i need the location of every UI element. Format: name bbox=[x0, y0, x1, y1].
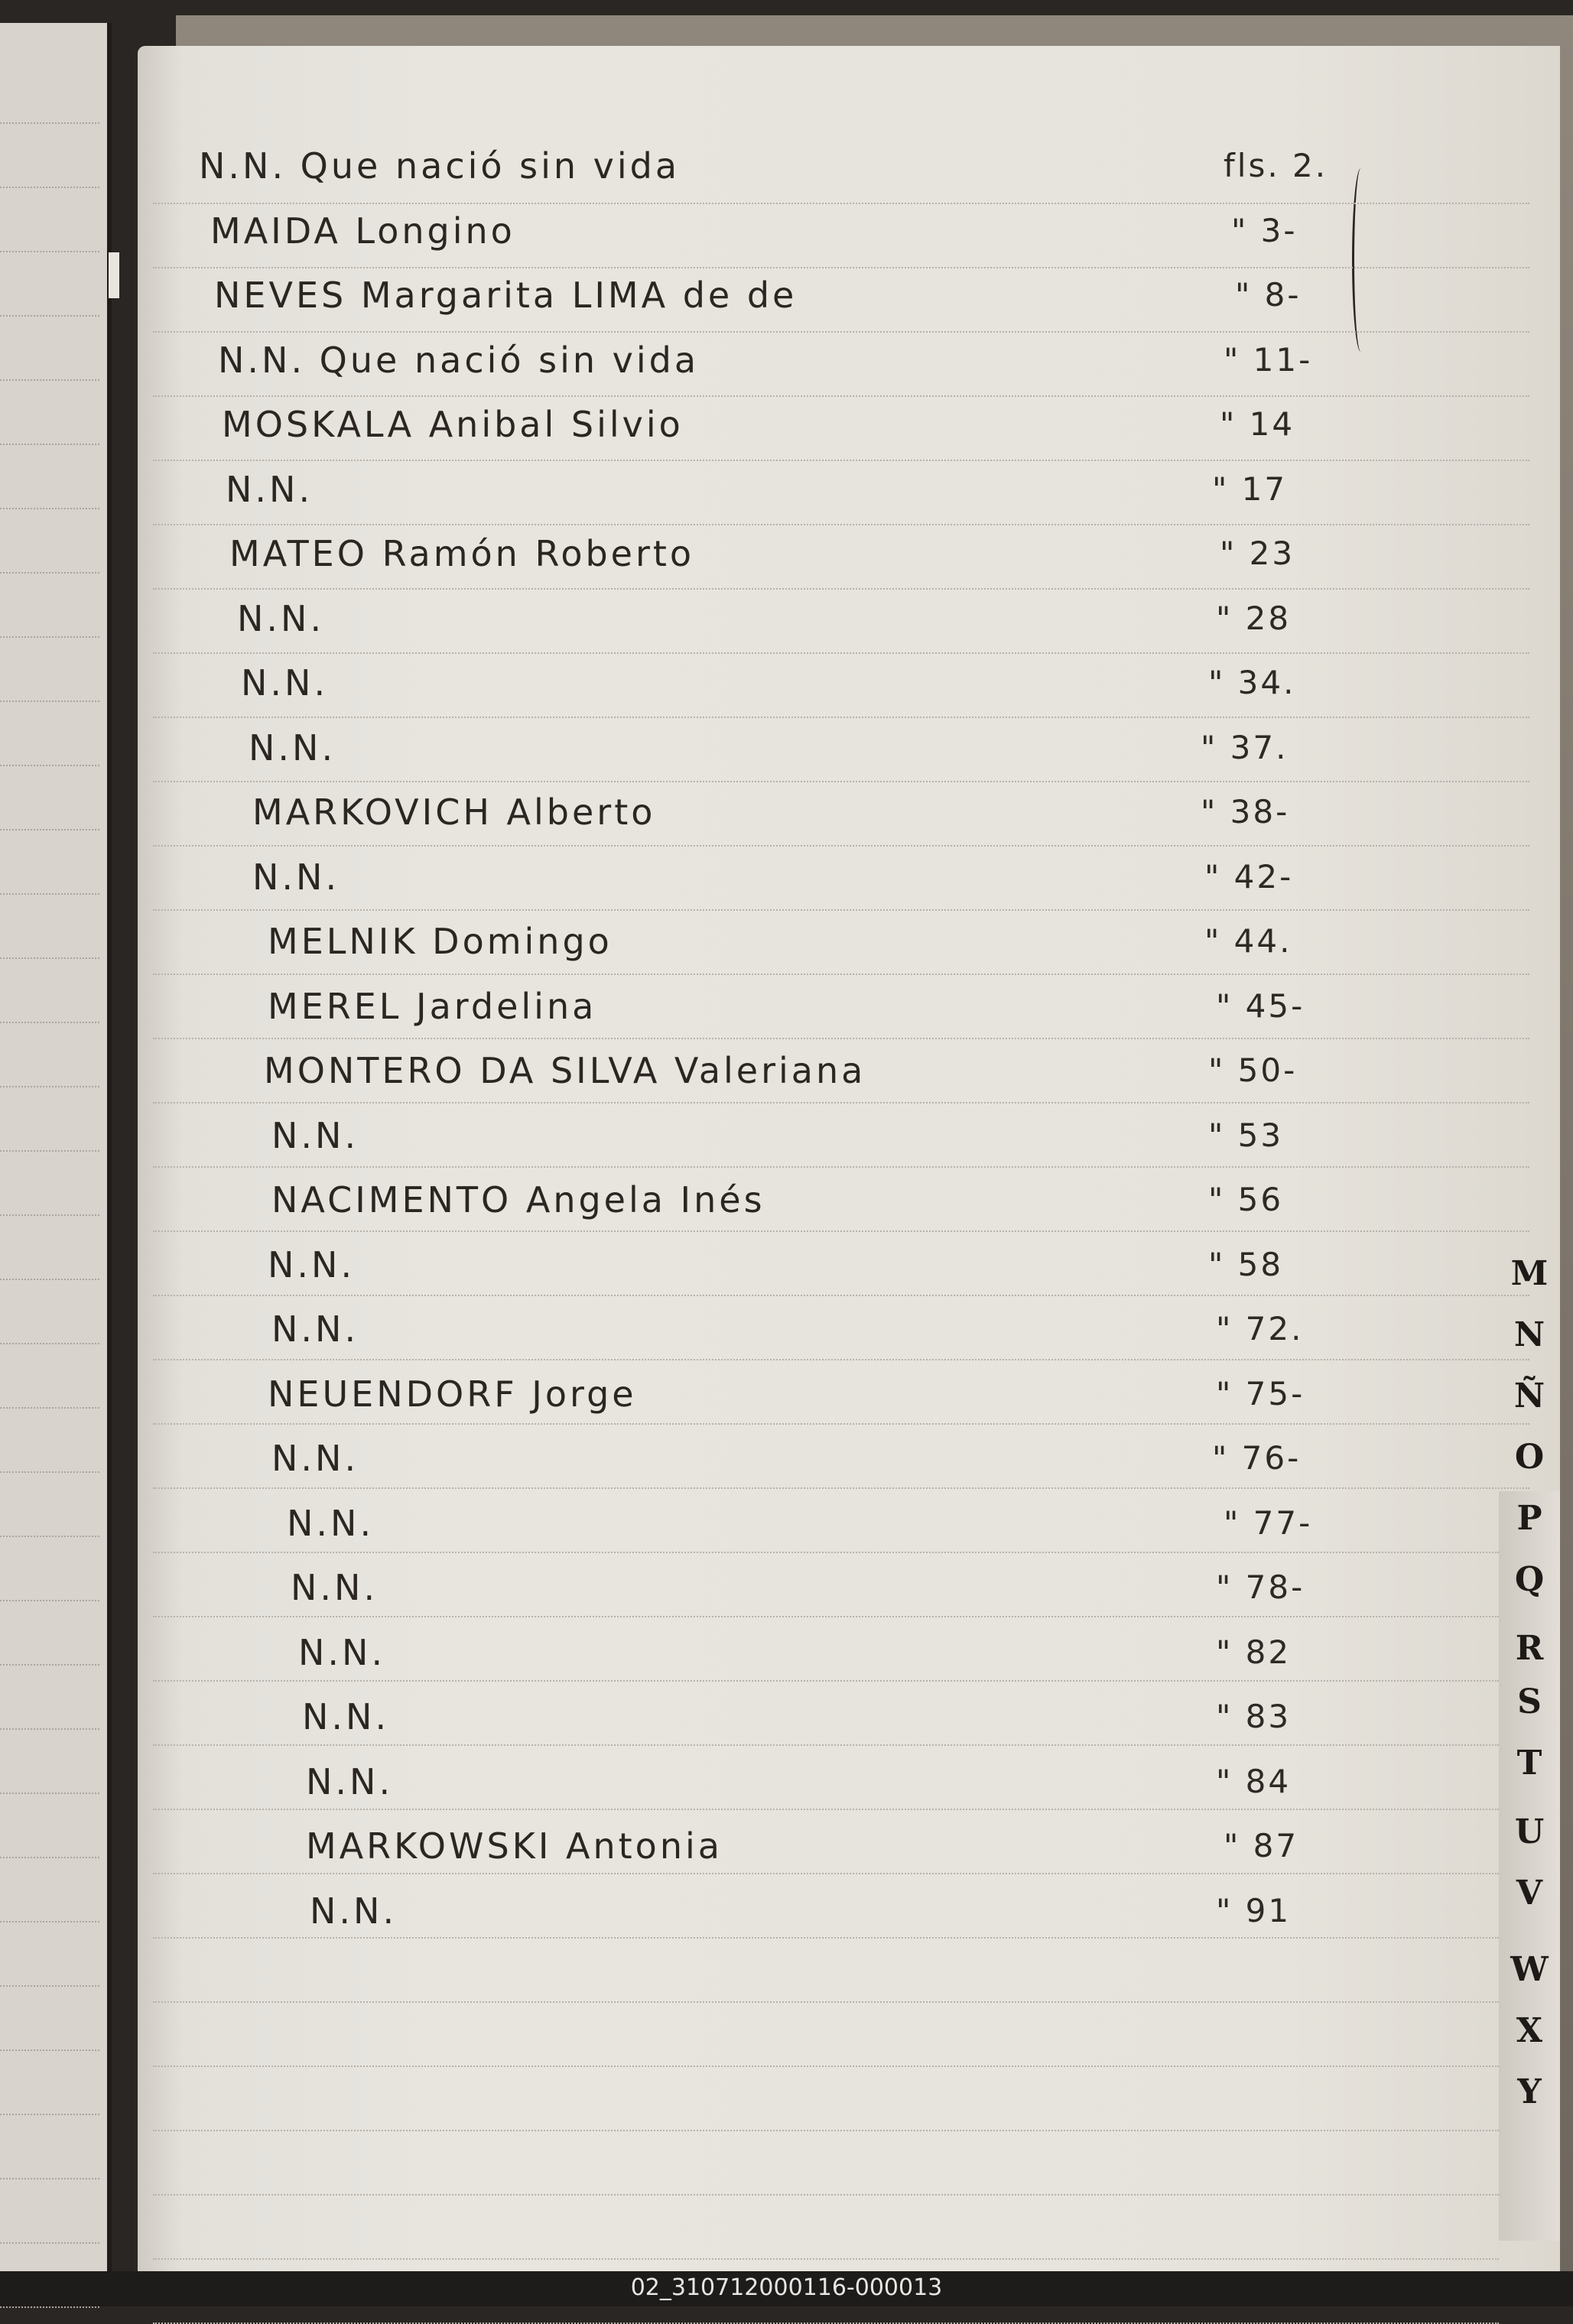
ruled-line bbox=[0, 636, 99, 638]
ruled-line bbox=[153, 2194, 1499, 2196]
entry-name: N.N. bbox=[249, 726, 336, 769]
entry-folio: " 77- bbox=[1224, 1503, 1313, 1542]
ruled-line bbox=[0, 508, 99, 509]
ruled-line bbox=[153, 1616, 1499, 1617]
entry-name: N.N. bbox=[287, 1502, 375, 1544]
ruled-line bbox=[0, 2306, 99, 2308]
ruled-line bbox=[0, 1793, 99, 1794]
ruled-line bbox=[153, 2066, 1499, 2067]
entry-folio: " 83 bbox=[1216, 1698, 1292, 1735]
ruled-line bbox=[0, 1086, 99, 1087]
ruled-line bbox=[0, 1471, 99, 1473]
ruled-line bbox=[0, 893, 99, 895]
ruled-line bbox=[153, 1166, 1529, 1168]
entry-folio: " 23 bbox=[1220, 535, 1295, 572]
ruled-line bbox=[0, 444, 99, 445]
ruled-line bbox=[153, 717, 1529, 718]
entry-name: N.N. bbox=[271, 1308, 359, 1350]
ruled-line bbox=[153, 1230, 1529, 1232]
ruled-line bbox=[153, 331, 1529, 333]
index-tab-letter: M bbox=[1510, 1254, 1549, 1293]
ruled-line bbox=[153, 1038, 1529, 1039]
ruled-line bbox=[153, 781, 1529, 782]
ruled-line bbox=[153, 2130, 1499, 2131]
ruled-line bbox=[0, 1343, 99, 1344]
ruled-line bbox=[153, 2258, 1499, 2260]
ruled-line bbox=[0, 122, 99, 124]
entry-name: MOSKALA Anibal Silvio bbox=[222, 404, 684, 445]
entry-name: MARKOVICH Alberto bbox=[252, 791, 656, 833]
ruled-line bbox=[153, 1359, 1529, 1360]
index-tab-letter: R bbox=[1515, 1629, 1544, 1668]
ruled-line bbox=[153, 267, 1529, 268]
entry-name: N.N. bbox=[302, 1696, 390, 1737]
entry-name: MAIDA Longino bbox=[210, 210, 515, 252]
entry-folio: " 11- bbox=[1224, 340, 1313, 379]
ruled-line bbox=[0, 1214, 99, 1216]
index-tab-letter: S bbox=[1517, 1682, 1542, 1721]
entry-name: N.N. bbox=[252, 856, 340, 898]
ruled-line bbox=[0, 572, 99, 574]
ruled-line bbox=[0, 1022, 99, 1023]
index-tab-letter: T bbox=[1516, 1744, 1542, 1783]
entry-folio: " 14 bbox=[1220, 405, 1295, 443]
entry-name: N.N. bbox=[241, 662, 329, 704]
entry-name: N.N. bbox=[298, 1631, 386, 1673]
ruled-line bbox=[153, 1809, 1499, 1810]
ruled-line bbox=[153, 1102, 1529, 1103]
entry-folio: " 82 bbox=[1216, 1633, 1292, 1671]
index-tab-letter: V bbox=[1516, 1874, 1543, 1913]
entry-folio: " 17 bbox=[1212, 470, 1288, 508]
alphabet-index-tabs bbox=[1499, 1254, 1560, 2241]
entry-folio: " 87 bbox=[1224, 1827, 1299, 1864]
entry-name: N.N. bbox=[268, 1243, 356, 1286]
ruled-line bbox=[153, 524, 1529, 525]
entry-folio: " 53 bbox=[1208, 1116, 1284, 1154]
entry-name: MELNIK Domingo bbox=[268, 921, 613, 962]
entry-name: N.N. bbox=[237, 597, 325, 639]
entry-folio: " 42- bbox=[1204, 857, 1294, 895]
page-edge-mark bbox=[109, 252, 119, 298]
entry-name: MATEO Ramón Roberto bbox=[229, 533, 695, 574]
ruled-line bbox=[0, 251, 99, 252]
ruled-line bbox=[153, 588, 1529, 590]
ruled-line bbox=[0, 187, 99, 188]
ruled-line bbox=[153, 395, 1529, 397]
ruled-line bbox=[0, 2178, 99, 2179]
entry-name: MEREL Jardelina bbox=[268, 985, 597, 1027]
entry-name: MONTERO DA SILVA Valeriana bbox=[264, 1050, 866, 1091]
entry-folio: fls. 2. bbox=[1224, 147, 1328, 184]
entry-name: N.N. bbox=[291, 1567, 379, 1608]
entry-folio: " 3- bbox=[1231, 211, 1298, 249]
index-tab-letter: N bbox=[1513, 1315, 1545, 1354]
ruled-line bbox=[153, 1873, 1499, 1874]
ruled-line bbox=[0, 2049, 99, 2051]
ruled-line bbox=[153, 1937, 1499, 1939]
ruled-line bbox=[153, 652, 1529, 654]
index-tab-letter: Ñ bbox=[1513, 1377, 1545, 1416]
entry-folio: " 75- bbox=[1216, 1374, 1305, 1412]
entry-name: N.N. Que nació sin vida bbox=[218, 339, 700, 381]
entry-folio: " 76- bbox=[1212, 1439, 1302, 1477]
ruled-line bbox=[153, 909, 1529, 911]
entry-name: N.N. bbox=[310, 1890, 398, 1932]
ruled-line bbox=[0, 1279, 99, 1280]
entry-name: N.N. bbox=[306, 1760, 394, 1802]
ruled-line bbox=[0, 2242, 99, 2244]
ruled-line bbox=[153, 203, 1529, 204]
index-tab-letter: Q bbox=[1514, 1560, 1545, 1599]
ruled-line bbox=[0, 2114, 99, 2115]
entry-name: NEVES Margarita LIMA de de bbox=[214, 275, 798, 316]
ruled-line bbox=[0, 1536, 99, 1537]
ruled-line bbox=[0, 765, 99, 766]
ruled-line bbox=[0, 1600, 99, 1601]
ruled-line bbox=[0, 829, 99, 830]
entry-name: N.N. bbox=[226, 468, 314, 510]
ruled-line bbox=[0, 700, 99, 702]
ruled-line bbox=[0, 315, 99, 317]
index-tab-letter: X bbox=[1516, 2011, 1543, 2050]
ruled-line bbox=[0, 1985, 99, 1987]
ruled-line bbox=[153, 2001, 1499, 2003]
ruled-line bbox=[0, 1407, 99, 1409]
entry-folio: " 8- bbox=[1235, 276, 1302, 314]
ruled-line bbox=[153, 1423, 1529, 1425]
entry-folio: " 50- bbox=[1208, 1051, 1298, 1089]
entry-folio: " 91 bbox=[1216, 1891, 1292, 1929]
ruled-line bbox=[153, 1295, 1529, 1296]
ruled-line bbox=[153, 1552, 1499, 1553]
entry-name: N.N. bbox=[271, 1438, 359, 1479]
entry-name: NEUENDORF Jorge bbox=[268, 1373, 637, 1415]
index-tab-letter: W bbox=[1510, 1950, 1549, 1989]
entry-folio: " 58 bbox=[1208, 1245, 1284, 1283]
entry-name: N.N. Que nació sin vida bbox=[199, 145, 681, 187]
index-tab-letter: P bbox=[1516, 1499, 1542, 1538]
entry-folio: " 56 bbox=[1208, 1181, 1284, 1218]
entry-folio: " 84 bbox=[1216, 1762, 1292, 1800]
left-page bbox=[0, 23, 112, 2271]
entry-folio: " 28 bbox=[1216, 599, 1292, 637]
ruled-line bbox=[153, 845, 1529, 847]
entry-name: MARKOWSKI Antonia bbox=[306, 1825, 723, 1867]
ruled-line bbox=[0, 1150, 99, 1152]
index-tab-letter: O bbox=[1514, 1438, 1545, 1477]
ruled-line bbox=[0, 1664, 99, 1666]
ruled-line bbox=[0, 1728, 99, 1730]
image-caption: 02_310712000116-000013 bbox=[630, 2274, 943, 2301]
entry-folio: " 78- bbox=[1216, 1568, 1305, 1606]
entry-folio: " 44. bbox=[1204, 922, 1292, 960]
ruled-line bbox=[153, 460, 1529, 461]
entry-folio: " 38- bbox=[1201, 793, 1290, 830]
index-tab-letter: U bbox=[1514, 1812, 1545, 1851]
ruled-line bbox=[0, 379, 99, 381]
entry-name: NACIMENTO Angela Inés bbox=[271, 1179, 765, 1221]
ruled-line bbox=[153, 1680, 1499, 1682]
ruled-line bbox=[0, 1857, 99, 1858]
ruled-line bbox=[153, 973, 1529, 975]
entry-folio: " 72. bbox=[1216, 1310, 1304, 1347]
entry-name: N.N. bbox=[271, 1114, 359, 1156]
entry-folio: " 45- bbox=[1216, 986, 1305, 1025]
entry-folio: " 34. bbox=[1208, 664, 1296, 701]
ruled-line bbox=[153, 1487, 1529, 1489]
ruled-line bbox=[153, 1744, 1499, 1746]
entry-folio: " 37. bbox=[1201, 728, 1289, 766]
folio-brace bbox=[1352, 168, 1370, 352]
ruled-line bbox=[0, 1921, 99, 1923]
ruled-line bbox=[0, 957, 99, 959]
index-tab-letter: Y bbox=[1517, 2072, 1542, 2111]
